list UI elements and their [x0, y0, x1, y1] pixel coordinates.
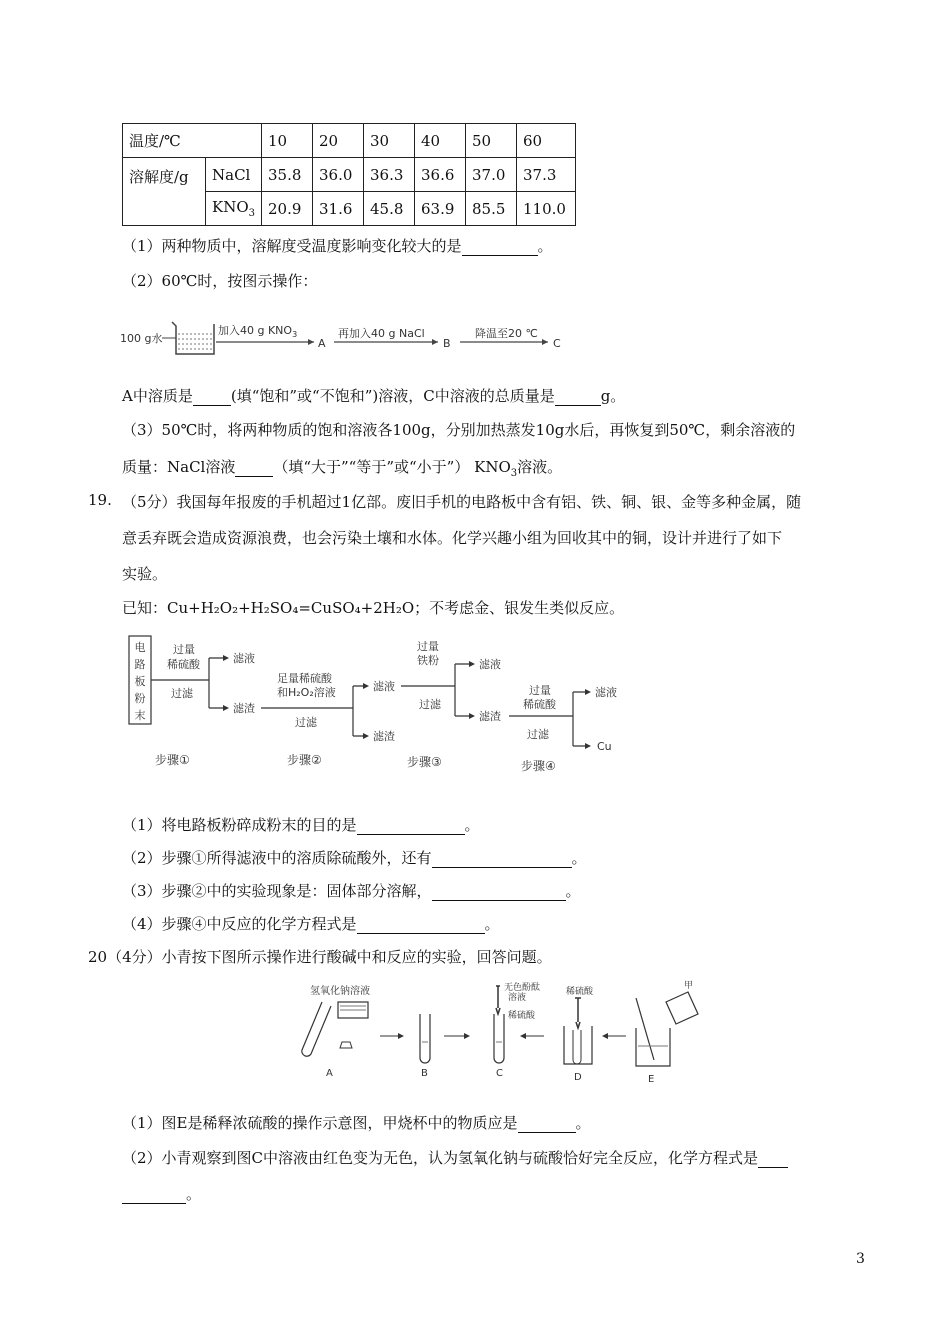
label-a: A	[318, 337, 326, 350]
reagent-label: 和H₂O₂溶液	[277, 686, 336, 699]
figure-label: D	[574, 1072, 582, 1083]
q19-line3: 实验。	[122, 565, 168, 583]
arrow-heads	[363, 683, 369, 739]
q19-text: 。	[464, 816, 480, 834]
solubility-table	[122, 123, 576, 226]
q19-part1	[122, 814, 480, 835]
q18-part1-end: 。	[537, 237, 553, 255]
table-cell: 30	[364, 124, 415, 158]
reagent-label: 足量稀硫酸	[277, 672, 332, 685]
table-cell: 63.9	[415, 192, 466, 226]
neutralization-diagram	[296, 980, 706, 1086]
table-cell: 35.8	[262, 158, 313, 192]
operation-label: 过滤	[295, 716, 317, 729]
table-cell: 36.0	[313, 158, 364, 192]
arrow-head	[520, 1033, 526, 1039]
kno3-main: KNO	[212, 198, 249, 216]
subscript: 3	[510, 468, 518, 479]
answer-blank	[518, 1114, 576, 1133]
start-char: 粉	[134, 692, 146, 705]
q19-known: 已知：Cu+H₂O₂+H₂SO₄=CuSO₄+2H₂O；不考虑金、银发生类似反应。	[122, 599, 625, 617]
step3-label: 降温至20 ℃	[475, 327, 538, 340]
acid-label: 稀硫酸	[566, 987, 594, 997]
q20-text: （1）图E是稀释浓硫酸的操作示意图，甲烧杯中的物质应是	[122, 1114, 518, 1132]
q18-part2-answer	[122, 385, 625, 406]
arrow-heads	[223, 655, 229, 711]
table-cell	[206, 192, 262, 226]
operation-label: 过滤	[419, 698, 441, 711]
filtrate-label: 滤液	[233, 652, 255, 665]
filtrate-label: 滤液	[479, 658, 501, 671]
arrow-head	[602, 1033, 608, 1039]
q18-part1-text: （1）两种物质中，溶解度受温度影响变化较大的是	[122, 237, 462, 255]
step1-label: 加入40 g $KNO_3$	[218, 324, 298, 339]
arrow-head	[542, 339, 548, 345]
table-cell: 10	[262, 124, 313, 158]
residue-label: 滤渣	[233, 702, 255, 715]
q18-part1	[122, 235, 553, 256]
label-b: B	[443, 337, 451, 350]
table-cell: 37.3	[517, 158, 576, 192]
q18-text: A中溶质是	[122, 387, 193, 405]
q19-text: （4）步骤④中反应的化学方程式是	[122, 915, 357, 933]
q19-part3	[122, 880, 581, 901]
start-char: 板	[134, 675, 146, 688]
indicator-label: 溶液	[508, 993, 527, 1003]
figure-label: B	[421, 1068, 428, 1079]
answer-blank	[193, 387, 231, 406]
table-cell: 50	[466, 124, 517, 158]
arrow-head	[398, 1033, 404, 1039]
test-tube-icon	[420, 1014, 430, 1063]
naoh-label: 氢氧化钠溶液	[310, 986, 370, 997]
table-cell: 31.6	[313, 192, 364, 226]
filtrate-label: 滤液	[595, 686, 617, 699]
table-cell: 45.8	[364, 192, 415, 226]
table-cell: NaCl	[206, 158, 262, 192]
dissolution-diagram	[120, 316, 570, 360]
q19-part2	[122, 847, 587, 868]
bottle-pouring-icon	[338, 1002, 368, 1018]
q18-text: (填“饱和”或“不饱和”)溶液，C中溶液的总质量是	[230, 387, 555, 405]
table-cell: 36.3	[364, 158, 415, 192]
residue-label: 滤渣	[479, 710, 501, 723]
table-cell: 85.5	[466, 192, 517, 226]
copper-recovery-flowchart	[125, 628, 635, 778]
q18-part3-answer	[122, 456, 562, 479]
answer-blank	[462, 237, 538, 256]
beaker-icon	[636, 1028, 670, 1066]
kno3-sub: 3	[248, 208, 256, 219]
reagent-label: 稀硫酸	[523, 698, 556, 711]
arrow-head	[432, 339, 438, 345]
q20-part1	[122, 1112, 591, 1133]
step2-label: 再加入40 g NaCl	[338, 327, 425, 340]
test-tube-icon	[494, 1014, 504, 1063]
q20-part2-cont	[122, 1183, 201, 1204]
acid-label: 稀硫酸	[508, 1011, 536, 1021]
answer-blank	[357, 915, 485, 934]
indicator-label: 无色酚酞	[504, 983, 541, 993]
q18-text: 溶液。	[517, 458, 563, 476]
q19-text: （2）步骤①所得滤液中的溶质除硫酸外，还有	[122, 849, 432, 867]
label-c: C	[553, 337, 561, 350]
solubility-label: 溶解度/g	[123, 158, 206, 226]
reagent-label: 稀硫酸	[167, 658, 200, 671]
table-cell: 20	[313, 124, 364, 158]
start-char: 末	[134, 709, 146, 722]
answer-blank	[235, 458, 273, 477]
table-row	[123, 158, 576, 192]
arrow-head	[308, 339, 314, 345]
answer-blank	[432, 882, 566, 901]
table-cell: 60	[517, 124, 576, 158]
reagent-label: 过量	[529, 684, 551, 697]
q19-text: （3）步骤②中的实验现象是：固体部分溶解，	[122, 882, 432, 900]
operation-label: 过滤	[171, 687, 193, 700]
dropper-icon	[496, 986, 500, 1014]
q18-part3: （3）50℃时，将两种物质的饱和溶液各100g，分别加热蒸发10g水后，再恢复到50℃，剩余溶液的	[122, 421, 796, 439]
q19-line1: （5分）我国每年报废的手机超过1亿部。废旧手机的电路板中含有铝、铁、铜、银、金等多种金属，随	[122, 493, 802, 511]
answer-blank	[758, 1149, 788, 1168]
reagent-label: 过量	[417, 640, 439, 653]
tilted-test-tube-icon	[302, 1002, 331, 1056]
tilted-beaker-icon	[666, 992, 698, 1024]
bottle-stopper-icon	[340, 1042, 352, 1048]
jia-label: 甲	[684, 981, 694, 991]
q19-text: 。	[565, 882, 581, 900]
q18-text: 质量：NaCl溶液	[122, 458, 236, 476]
step-label: 步骤③	[407, 755, 442, 769]
temp-header: 温度/℃	[123, 124, 262, 158]
dropper-icon	[575, 998, 581, 1028]
operation-label: 过滤	[527, 728, 549, 741]
q19-number: 19.	[88, 491, 112, 509]
table-cell: 40	[415, 124, 466, 158]
reagent-label: 铁粉	[417, 654, 439, 667]
figure-label: E	[648, 1074, 655, 1085]
step-label: 步骤④	[521, 759, 556, 773]
answer-blank	[357, 816, 465, 835]
q18-part2: （2）60℃时，按图示操作：	[122, 272, 318, 290]
filtrate-label: 滤液	[373, 680, 395, 693]
q19-text: （1）将电路板粉碎成粉末的目的是	[122, 816, 357, 834]
table-cell: 36.6	[415, 158, 466, 192]
glass-rod-icon	[636, 998, 654, 1060]
start-char: 电	[134, 641, 146, 654]
beaker-icon	[172, 322, 214, 354]
table-cell: 20.9	[262, 192, 313, 226]
q20-text: （2）小青观察到图C中溶液由红色变为无色，认为氢氧化钠与硫酸恰好完全反应，化学方程式是	[122, 1149, 759, 1167]
q19-line2: 意丢弃既会造成资源浪费，也会污染土壤和水体。化学兴趣小组为回收其中的铜，设计并进行了如下	[122, 529, 783, 547]
table-cell: 37.0	[466, 158, 517, 192]
arrow-head	[464, 1033, 470, 1039]
q19-part4	[122, 913, 500, 934]
answer-blank	[555, 387, 601, 406]
reagent-label: 过量	[173, 643, 195, 656]
residue-label: 滤渣	[373, 730, 395, 743]
q18-text: g。	[600, 387, 626, 405]
table-cell: 110.0	[517, 192, 576, 226]
beaker-icon	[564, 1026, 592, 1064]
answer-blank	[432, 849, 572, 868]
table-row	[123, 124, 576, 158]
step-label: 步骤②	[287, 753, 322, 767]
arrow-heads	[469, 661, 475, 719]
water-label: 100 g水	[120, 332, 163, 345]
figure-label: A	[326, 1068, 333, 1079]
copper-label: Cu	[597, 740, 612, 753]
q20-text: 。	[186, 1185, 202, 1203]
q19-text: 。	[571, 849, 587, 867]
q19-text: 。	[484, 915, 500, 933]
q18-text: （填“大于”“等于”或“小于”） KNO	[273, 458, 511, 476]
q20-text: 。	[575, 1114, 591, 1132]
step-label: 步骤①	[155, 753, 190, 767]
figure-label: C	[496, 1068, 503, 1079]
arrow-heads	[585, 689, 591, 749]
answer-blank	[122, 1185, 186, 1204]
start-char: 路	[134, 658, 146, 671]
q20-part2	[122, 1147, 788, 1168]
page-number: 3	[856, 1251, 865, 1267]
q20-heading: 20（4分）小青按下图所示操作进行酸碱中和反应的实验，回答问题。	[88, 948, 552, 966]
